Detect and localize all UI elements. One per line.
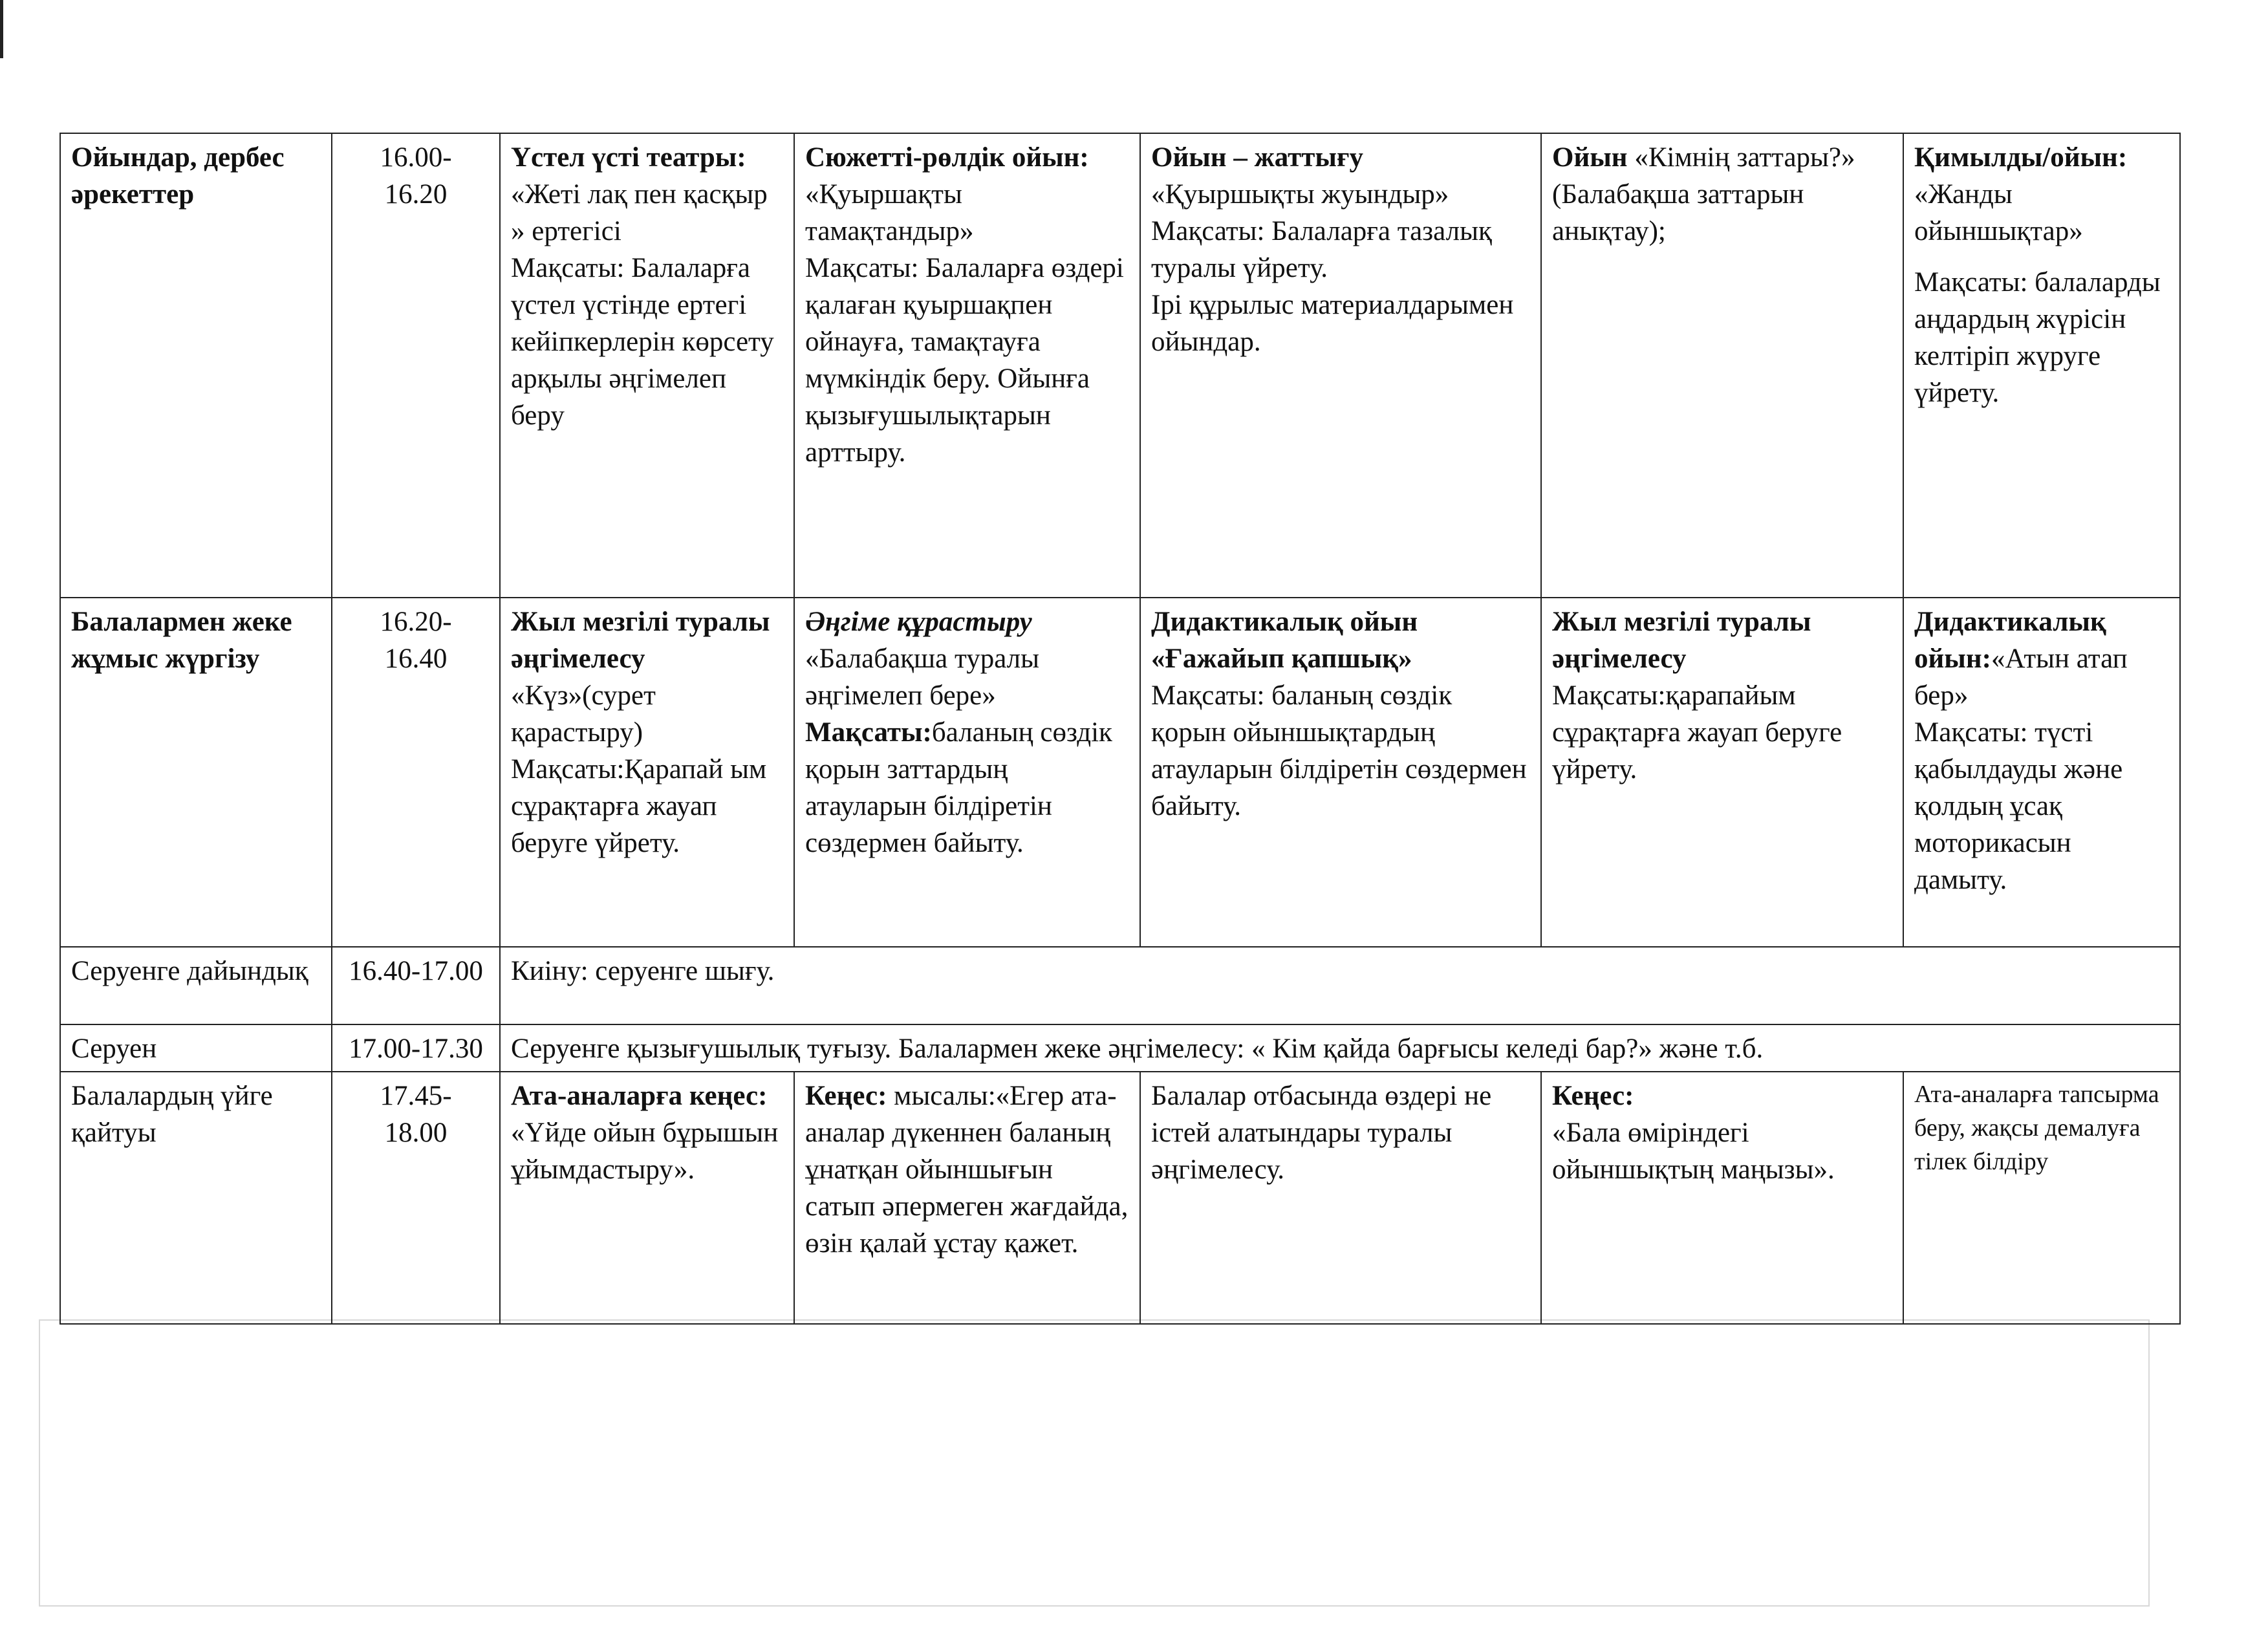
activity-title: Сюжетті-рөлдік ойын: [805, 142, 1089, 173]
activity-text: «Күз»(сурет қарастыру) Мақсаты:Қарапай ым сұрақтарға жауап беруге үйрету. [511, 680, 767, 858]
activity-cell [500, 1072, 794, 1324]
activity-cell [1140, 1072, 1541, 1324]
row-label: Балалармен жеке жұмыс жүргізу [60, 598, 332, 947]
activity-cell [1903, 133, 2180, 598]
activity-title: Әңгіме құрастыру [805, 607, 1032, 637]
activity-cell [1541, 598, 1903, 947]
activity-title: Жыл мезгілі туралы әңгімелесу [1552, 607, 1811, 674]
activity-goal: баланың сөздік қорын заттардың атауларын білдіретін сөздермен байыту. [805, 717, 1112, 858]
activity-cell: Киіну: серуенге шығу. [500, 947, 2180, 1024]
activity-title: Ойын [1552, 142, 1628, 173]
activity-cell [500, 598, 794, 947]
activity-goal-label: Мақсаты: [805, 717, 932, 748]
activity-title: Дидактикалық ойын: [1914, 607, 2106, 674]
time-cell: 17.45- 18.00 [332, 1072, 500, 1324]
activity-cell [1903, 1072, 2180, 1324]
table-row [60, 1024, 2180, 1072]
time-cell: 17.00-17.30 [332, 1024, 500, 1072]
row-label: Серуен [60, 1024, 332, 1072]
activity-cell [500, 133, 794, 598]
daily-plan-table [59, 133, 2181, 1325]
activity-text: «Жанды ойыншықтар» [1914, 179, 2083, 246]
activity-cell [794, 1072, 1140, 1324]
activity-cell: Серуенге қызығушылық туғызу. Балалармен жеке әңгімелесу: « Кім қайда барғысы келеді бар?» және т.б. [500, 1024, 2180, 1072]
table-row [60, 1072, 2180, 1324]
activity-cell [1541, 133, 1903, 598]
activity-cell [1541, 1072, 1903, 1324]
row-label: Ойындар, дербес әрекеттер [60, 133, 332, 598]
activity-title: Кеңес: [805, 1081, 887, 1111]
table-row [60, 947, 2180, 1024]
activity-title: Жыл мезгілі туралы әңгімелесу [511, 607, 770, 674]
activity-title: Үстел үсті театры: [511, 142, 746, 173]
time-cell: 16.40-17.00 [332, 947, 500, 1024]
activity-title: Дидактикалық ойын «Ғажайып қапшық» [1151, 607, 1418, 674]
time-cell: 16.20- 16.40 [332, 598, 500, 947]
activity-title: Ойын – жаттығу [1151, 142, 1363, 173]
activity-cell [794, 598, 1140, 947]
activity-text: мысалы:«Егер ата-аналар дүкеннен баланың ұнатқан ойыншығын сатып әпермеген жағдайда, өзін қалай ұстау қажет. [805, 1081, 1129, 1259]
bleed-through-frame [39, 1319, 2150, 1607]
table-row [60, 598, 2180, 947]
activity-text: «Балабақша туралы әңгімелеп бере» [805, 644, 1040, 711]
activity-text: «Қуыршақты тамақтандыр» Мақсаты: Балаларға өздері қалаған қуыршақпен ойнауға, тамақтауға мүмкіндік беру. Ойынға қызығушылықтарын арттыру. [805, 179, 1124, 468]
activity-cell [1140, 598, 1541, 947]
activity-text: Мақсаты: баланың сөздік қорын ойыншықтардың атауларын білдіретін сөздермен байыту. [1151, 680, 1527, 821]
activity-cell [1140, 133, 1541, 598]
activity-text: Ата-аналарға тапсырма беру, жақсы демалуға тілек білдіру [1914, 1081, 2159, 1175]
activity-text: «Қуыршықты жуындыр» Мақсаты: Балаларға тазалық туралы үйрету. Ірі құрылыс материалдарымен ойындар. [1151, 179, 1514, 357]
activity-title: Ата-аналарға кеңес: [511, 1081, 768, 1111]
activity-title: Қимылды/ойын: [1914, 142, 2128, 173]
scan-edge-mark [0, 0, 3, 58]
time-cell: 16.00- 16.20 [332, 133, 500, 598]
activity-text: «Кімнің заттары?» (Балабақша заттарын анықтау); [1552, 142, 1855, 246]
table-row [60, 133, 2180, 598]
activity-text: Балалар отбасында өздері не істей алатындары туралы әңгімелесу. [1151, 1081, 1492, 1185]
activity-text: Мақсаты:қарапайым сұрақтарға жауап беруге үйрету. [1552, 680, 1842, 785]
activity-text: «Бала өміріндегі ойыншықтың маңызы». [1552, 1118, 1835, 1185]
activity-text: «Үйде ойын бұрышын ұйымдастыру». [511, 1118, 779, 1185]
activity-cell [794, 133, 1140, 598]
row-label: Серуенге дайындық [60, 947, 332, 1024]
activity-goal: Мақсаты: балаларды аңдардың жүрісін келтіріп жүруге үйрету. [1914, 267, 2161, 408]
activity-title: Кеңес: [1552, 1081, 1634, 1111]
activity-cell [1903, 598, 2180, 947]
activity-text: «Атын атап бер» Мақсаты: түсті қабылдауды және қолдың ұсақ моторикасын дамыту. [1914, 644, 2128, 895]
activity-text: «Жеті лақ пен қасқыр » ертегісі Мақсаты: Балаларға үстел үстінде ертегі кейіпкерлерін көрсету арқылы әңгімелеп беру [511, 179, 774, 431]
row-label: Балалардың үйге қайтуы [60, 1072, 332, 1324]
